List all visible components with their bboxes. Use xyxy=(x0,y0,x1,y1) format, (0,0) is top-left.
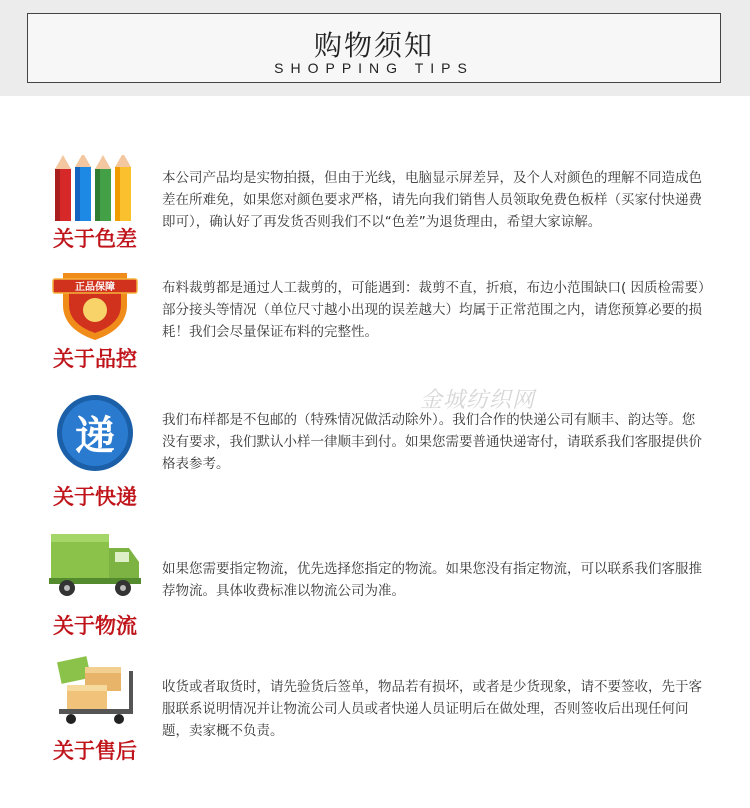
tip-text: 我们布样都是不包邮的（特殊情况做活动除外）。我们合作的快递公司有顺丰、韵达等。您没有要求，我们默认小样一律顺丰到付。如果您需要普通快递寄付，请联系我们客服提供价格表参考。 xyxy=(162,412,702,472)
watermark: 金城纺织网 xyxy=(420,388,536,413)
truck-icon xyxy=(45,530,145,600)
quality-badge-icon xyxy=(45,265,145,341)
svg-text:递: 递 xyxy=(75,413,115,459)
express-delivery-icon xyxy=(45,393,145,473)
tip-label: 关于售后 xyxy=(53,739,137,763)
tip-label: 关于快递 xyxy=(53,485,137,509)
header-box xyxy=(27,13,721,83)
tip-text: 收货或者取货时，请先验货后签单，物品若有损坏，或者是少货现象，请不要签收，先于客服联系说明情况并让物流公司人员或者快递人员证明后在做处理，否则签收后出现任何问题，卖家概不负责。 xyxy=(162,679,702,739)
page-subtitle: SHOPPING TIPS xyxy=(274,60,474,76)
package-cart-icon xyxy=(45,655,145,725)
tip-label: 关于色差 xyxy=(53,227,137,251)
tip-label: 关于品控 xyxy=(53,347,137,371)
badge-text: 正品保障 xyxy=(75,282,115,293)
color-pencils-icon xyxy=(45,155,145,225)
page-title: 购物须知 xyxy=(313,29,434,62)
tip-label: 关于物流 xyxy=(53,614,137,638)
tip-text: 布料裁剪都是通过人工裁剪的，可能遇到：裁剪不直，折痕，布边小范围缺口( 因质检需要）部分接头等情况（单位尺寸越小出现的误差越大）均属于正常范围之内，请您预算必要的损耗！我们会尽量保证布料的完整性。 xyxy=(162,280,705,340)
tip-text: 本公司产品均是实物拍摄，但由于光线，电脑显示屏差异，及个人对颜色的理解不同造成色差在所难免，如果您对颜色要求严格，请先向我们销售人员领取免费色板样（买家付快递费即可），确认好了再发货否则我们不以“色差”为退货理由，希望大家谅解。 xyxy=(162,170,702,230)
tip-text: 如果您需要指定物流，优先选择您指定的物流。如果您没有指定物流，可以联系我们客服推荐物流。具体收费标准以物流公司为准。 xyxy=(162,561,702,599)
